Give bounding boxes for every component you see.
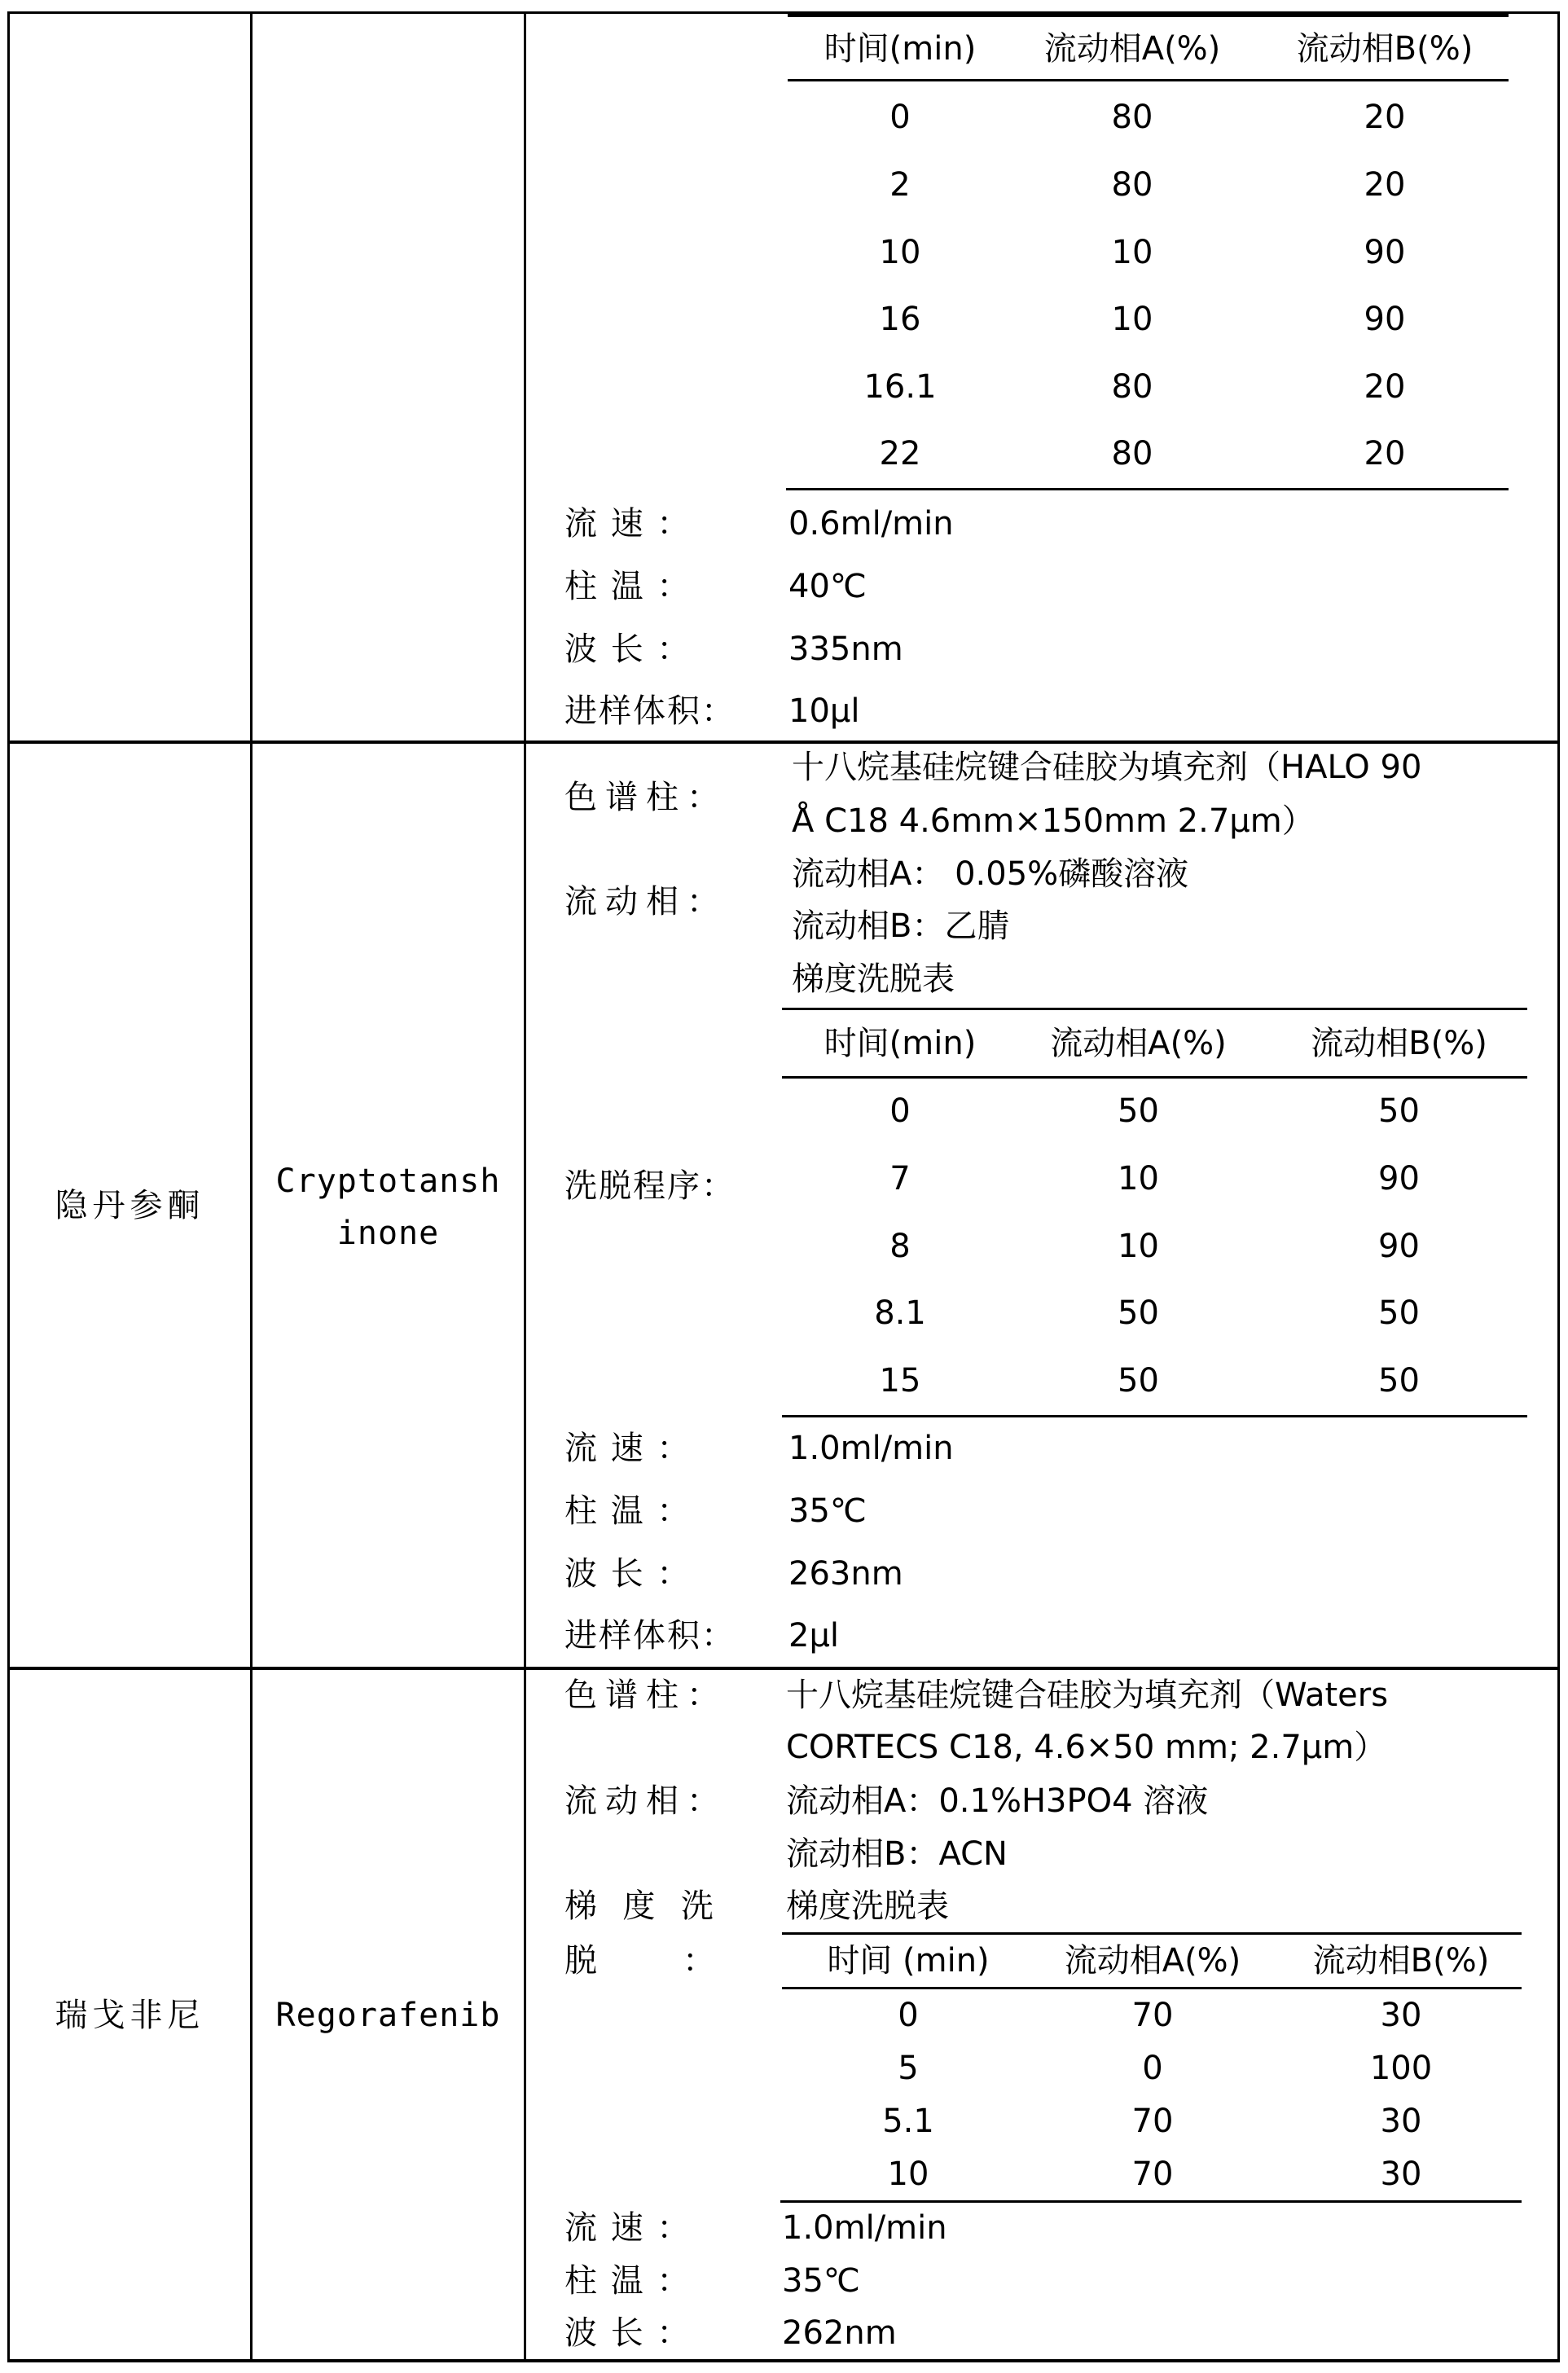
gradient-cell-time: 0 xyxy=(898,1997,919,2034)
gradient-cell-time: 15 xyxy=(879,1362,921,1400)
gradient-cell-a: 10 xyxy=(1118,1228,1159,1265)
gradient-cell-a: 0 xyxy=(1142,2050,1163,2087)
gradient-cell-b: 20 xyxy=(1364,368,1406,406)
column-desc-line2: CORTECS C18, 4.6×50 mm; 2.7μm） xyxy=(786,1729,1387,1766)
gradient-cell-time: 0 xyxy=(889,99,911,136)
mobile-phase-b: 流动相B：乙腈 xyxy=(792,907,1010,945)
mobile-phase-a: 流动相A： 0.05%磷酸溶液 xyxy=(792,855,1189,893)
gradient-cell-a: 10 xyxy=(1111,301,1153,338)
param-value-flow-rate: 1.0ml/min xyxy=(788,1430,954,1467)
gradient-cell-a: 70 xyxy=(1131,2155,1174,2193)
gradient-bottom-rule xyxy=(786,488,1509,490)
mobile-phase-a: 流动相A：0.1%H3PO4 溶液 xyxy=(786,1782,1209,1820)
param-label-flow-rate: 流 速 ： xyxy=(564,2209,692,2247)
gradient-cell-b: 90 xyxy=(1378,1160,1420,1197)
mobile-phase-b: 流动相B：ACN xyxy=(786,1835,1008,1873)
gradient-header-rule xyxy=(782,1987,1522,1989)
param-label-flow-rate: 流 速 ： xyxy=(564,1430,692,1467)
table-bottom-border xyxy=(8,2359,1560,2362)
param-value-wavelength: 262nm xyxy=(782,2314,897,2352)
gradient-cell-b: 20 xyxy=(1364,99,1406,136)
param-value-wavelength: 335nm xyxy=(788,631,903,668)
gradient-header-time: 时间(min) xyxy=(824,1025,977,1062)
param-label-column-temp: 柱 温 ： xyxy=(564,2262,692,2300)
gradient-header-a: 流动相A(%) xyxy=(1043,30,1221,68)
param-label-injection-volume: 进样体积： xyxy=(564,1617,736,1655)
mobile-phase-label: 流动相： xyxy=(564,883,727,921)
gradient-cell-time: 2 xyxy=(889,166,911,204)
param-value-injection-volume: 2μl xyxy=(788,1617,840,1655)
gradient-cell-a: 70 xyxy=(1131,1997,1174,2034)
column-desc-line1: 十八烷基硅烷键合硅胶为填充剂（HALO 90 xyxy=(792,749,1422,786)
gradient-header-rule xyxy=(788,79,1509,81)
gradient-elution-label-line2: 脱 ： xyxy=(564,1942,718,1980)
gradient-cell-a: 50 xyxy=(1118,1294,1159,1332)
column-label: 色谱柱： xyxy=(564,1676,727,1714)
table-right-border xyxy=(1557,11,1560,2362)
param-label-injection-volume: 进样体积： xyxy=(564,692,736,730)
gradient-cell-a: 10 xyxy=(1111,234,1153,271)
param-label-column-temp: 柱 温 ： xyxy=(564,1492,692,1530)
gradient-cell-a: 80 xyxy=(1111,99,1153,136)
gradient-cell-time: 16.1 xyxy=(863,368,937,406)
param-value-flow-rate: 0.6ml/min xyxy=(788,505,954,543)
compound-name-cn: 瑞戈非尼 xyxy=(55,1997,205,2034)
col-divider-2 xyxy=(524,11,526,2362)
gradient-cell-b: 30 xyxy=(1380,1997,1422,2034)
gradient-table-top-rule xyxy=(782,1008,1527,1010)
gradient-header-b: 流动相B(%) xyxy=(1311,1025,1487,1062)
gradient-cell-b: 90 xyxy=(1364,234,1406,271)
gradient-header-b: 流动相B(%) xyxy=(1296,30,1474,68)
gradient-title: 梯度洗脱表 xyxy=(792,960,955,998)
mobile-phase-label: 流动相： xyxy=(564,1782,727,1820)
gradient-header-a: 流动相A(%) xyxy=(1064,1942,1241,1980)
param-label-flow-rate: 流 速 ： xyxy=(564,505,692,543)
gradient-header-rule xyxy=(782,1076,1527,1079)
gradient-cell-time: 8 xyxy=(889,1228,911,1265)
gradient-cell-time: 8.1 xyxy=(874,1294,926,1332)
gradient-cell-time: 10 xyxy=(879,234,921,271)
gradient-cell-b: 90 xyxy=(1364,301,1406,338)
gradient-cell-time: 10 xyxy=(887,2155,929,2193)
gradient-cell-time: 22 xyxy=(879,435,921,472)
gradient-header-a: 流动相A(%) xyxy=(1050,1025,1227,1062)
gradient-cell-b: 90 xyxy=(1378,1228,1420,1265)
param-label-wavelength: 波 长 ： xyxy=(564,2314,692,2352)
param-value-flow-rate: 1.0ml/min xyxy=(782,2209,947,2247)
row-divider-2 xyxy=(8,1667,1560,1670)
gradient-cell-a: 10 xyxy=(1118,1160,1159,1197)
param-value-wavelength: 263nm xyxy=(788,1555,903,1593)
column-label: 色谱柱： xyxy=(564,779,727,816)
gradient-cell-a: 50 xyxy=(1118,1362,1159,1400)
gradient-bottom-rule xyxy=(780,2200,1522,2203)
gradient-cell-b: 50 xyxy=(1378,1092,1420,1130)
compound-name-en-line1: Cryptotansh xyxy=(275,1162,501,1200)
gradient-cell-a: 50 xyxy=(1118,1092,1159,1130)
param-label-wavelength: 波 长 ： xyxy=(564,1555,692,1593)
gradient-cell-time: 16 xyxy=(879,301,921,338)
param-value-injection-volume: 10μl xyxy=(788,692,860,730)
param-value-column-temp: 35℃ xyxy=(788,1492,867,1530)
gradient-cell-time: 5.1 xyxy=(882,2103,934,2140)
compound-name-en-line2: inone xyxy=(336,1215,440,1252)
gradient-cell-b: 30 xyxy=(1380,2103,1422,2140)
gradient-cell-a: 80 xyxy=(1111,166,1153,204)
column-desc-line2: Å C18 4.6mm×150mm 2.7μm） xyxy=(792,802,1315,840)
param-label-column-temp: 柱 温 ： xyxy=(564,568,692,605)
gradient-title: 梯度洗脱表 xyxy=(786,1887,949,1925)
param-value-column-temp: 40℃ xyxy=(788,568,867,605)
gradient-table-top-rule xyxy=(782,1932,1522,1935)
param-value-column-temp: 35℃ xyxy=(782,2262,860,2300)
gradient-header-time: 时间 (min) xyxy=(827,1942,990,1980)
gradient-cell-b: 100 xyxy=(1369,2050,1433,2087)
gradient-cell-a: 70 xyxy=(1131,2103,1174,2140)
gradient-cell-time: 7 xyxy=(889,1160,911,1197)
gradient-cell-a: 80 xyxy=(1111,368,1153,406)
gradient-cell-b: 50 xyxy=(1378,1362,1420,1400)
gradient-cell-time: 5 xyxy=(898,2050,919,2087)
param-label-wavelength: 波 长 ： xyxy=(564,631,692,668)
gradient-cell-b: 30 xyxy=(1380,2155,1422,2193)
elution-program-label: 洗脱程序： xyxy=(564,1167,736,1205)
gradient-elution-label-line1: 梯 度 洗 xyxy=(564,1887,715,1925)
gradient-cell-b: 50 xyxy=(1378,1294,1420,1332)
gradient-cell-b: 20 xyxy=(1364,166,1406,204)
gradient-bottom-rule xyxy=(782,1415,1527,1417)
gradient-cell-a: 80 xyxy=(1111,435,1153,472)
gradient-header-b: 流动相B(%) xyxy=(1312,1942,1490,1980)
row-divider-1 xyxy=(8,740,1560,744)
gradient-header-time: 时间(min) xyxy=(824,30,977,68)
gradient-cell-time: 0 xyxy=(889,1092,911,1130)
gradient-table-top-rule xyxy=(788,12,1509,17)
column-desc-line1: 十八烷基硅烷键合硅胶为填充剂（Waters xyxy=(786,1676,1389,1714)
compound-name-en: Regorafenib xyxy=(275,1997,501,2034)
compound-name-cn: 隐丹参酮 xyxy=(55,1187,205,1224)
gradient-cell-b: 20 xyxy=(1364,435,1406,472)
